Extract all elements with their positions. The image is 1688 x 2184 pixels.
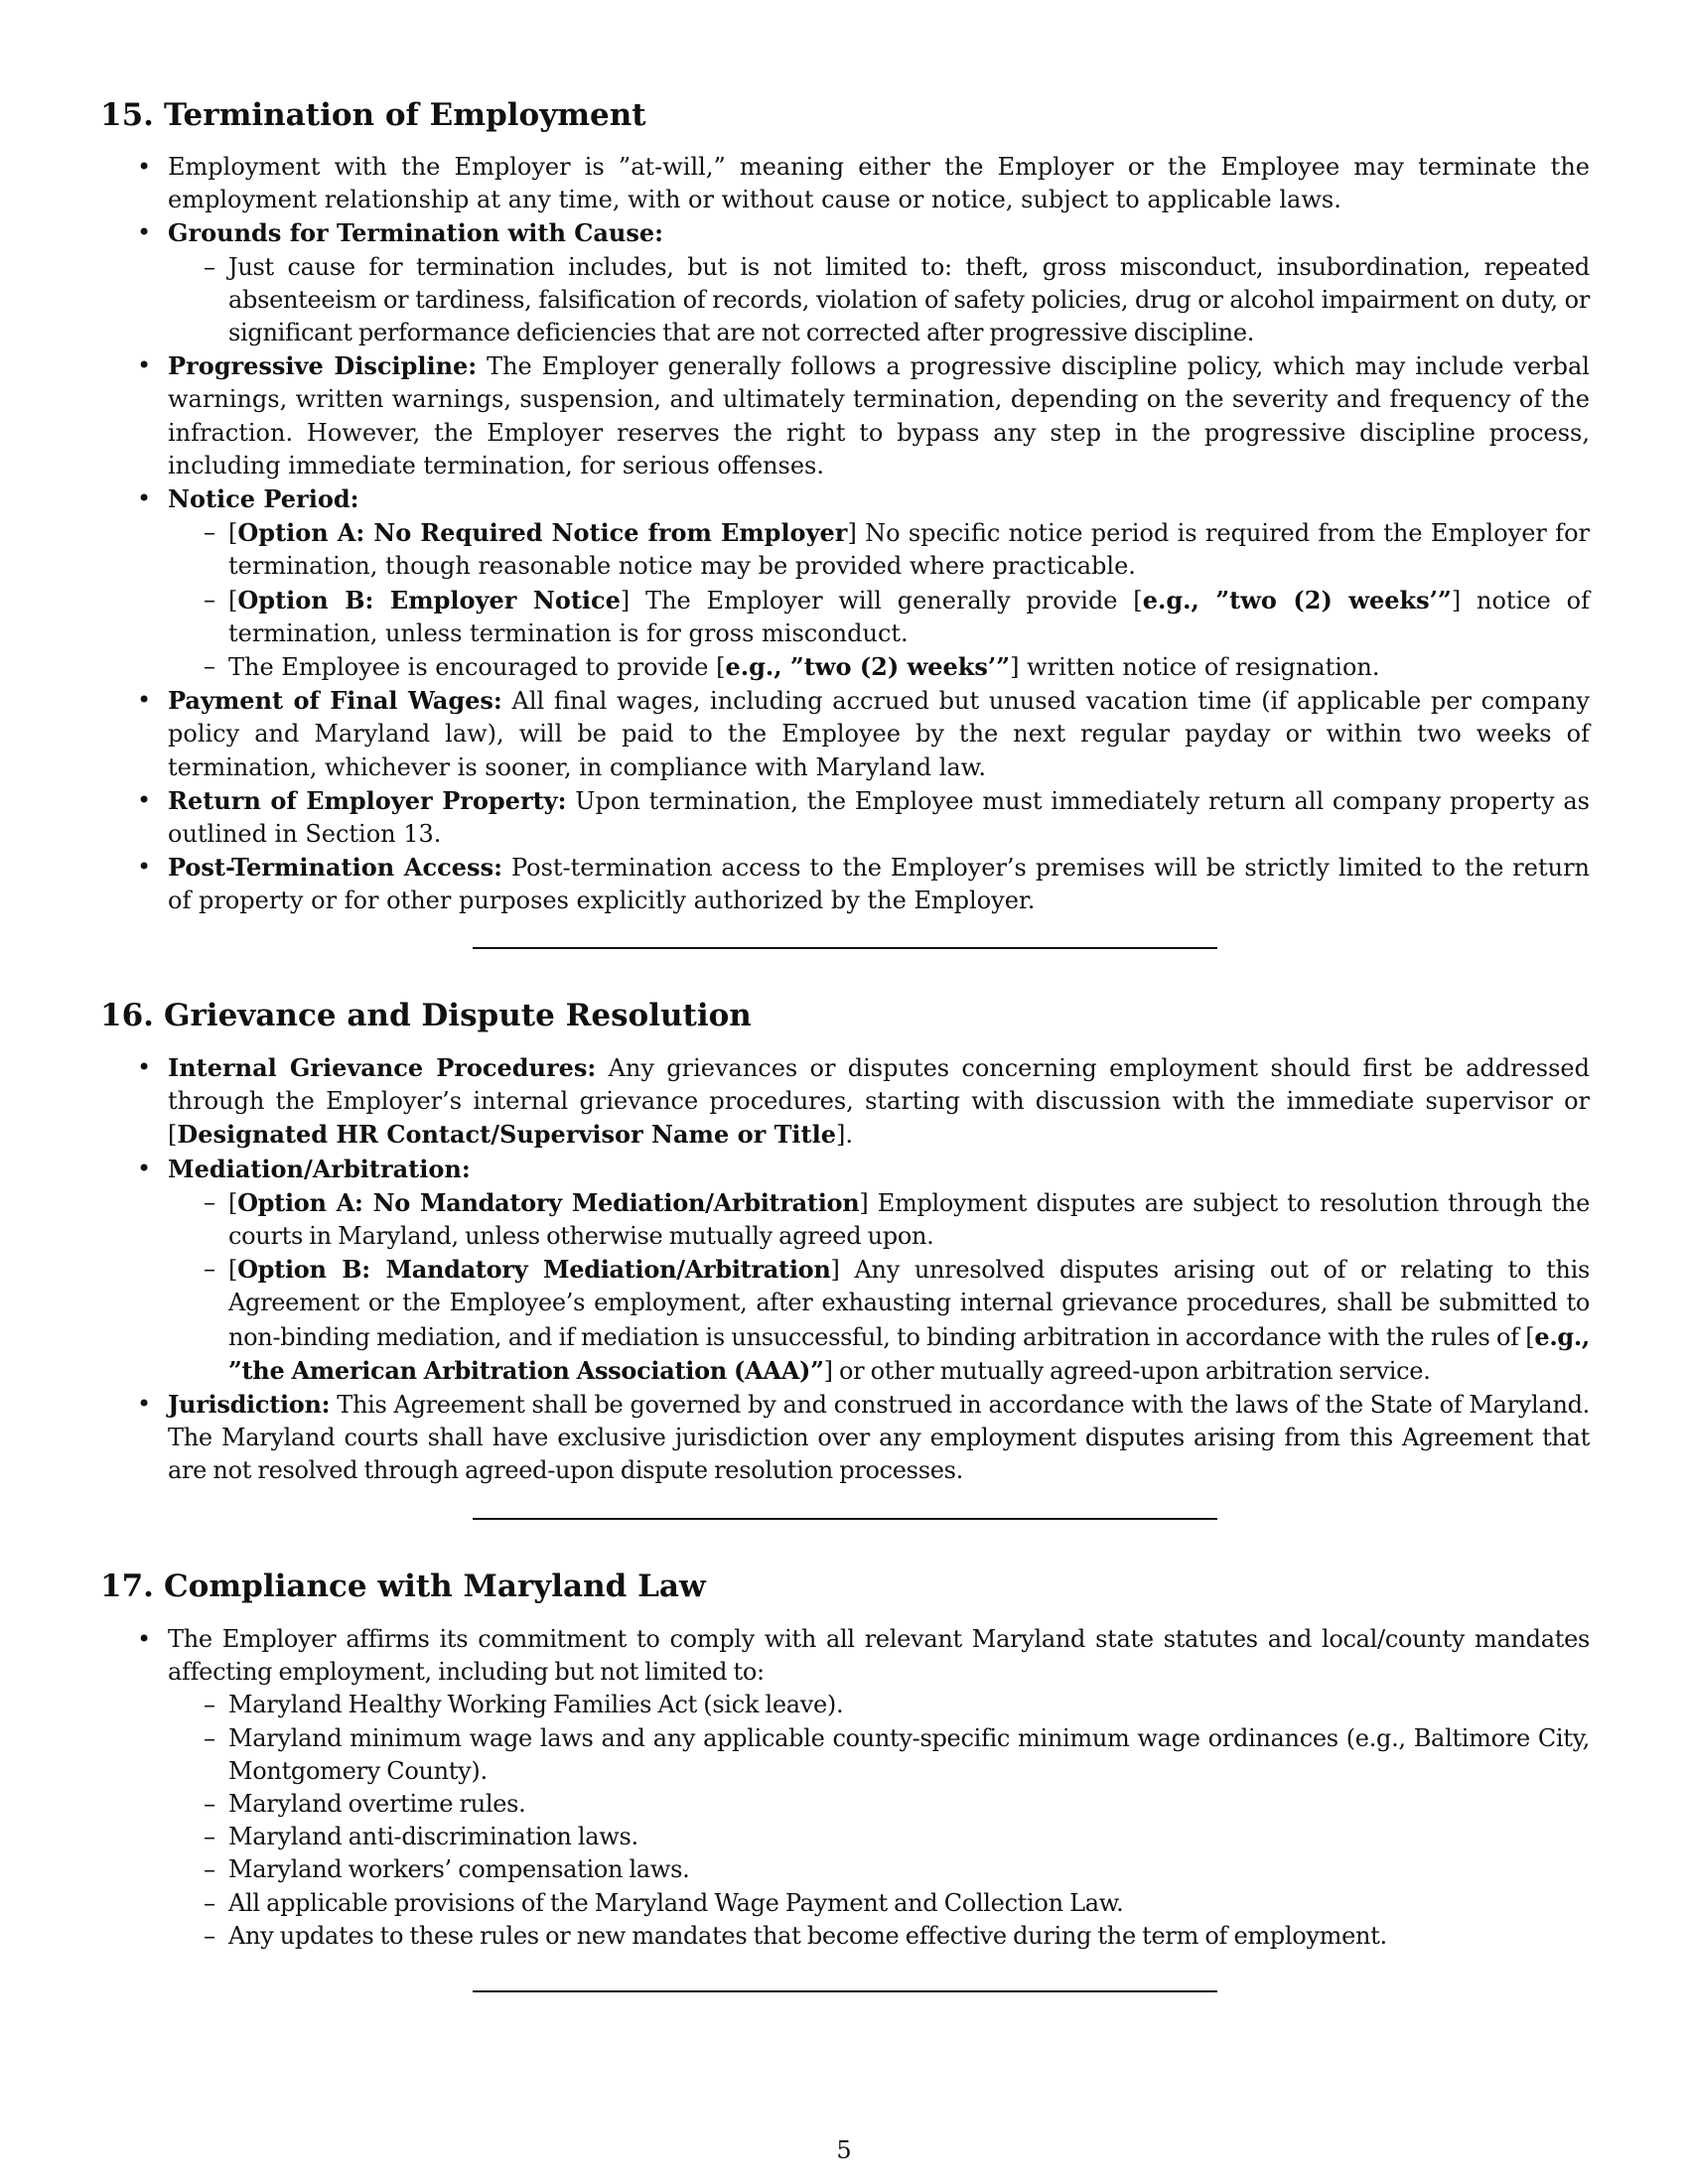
placeholder-text: e.g., ”two (2) weeks’” <box>1142 585 1452 614</box>
section-15-list <box>100 151 1590 918</box>
sub-item <box>168 1788 1590 1821</box>
item-label: Progressive Discipline: <box>168 351 478 381</box>
item-text: written notice of resignation. <box>1027 653 1380 682</box>
sublist <box>168 516 1590 684</box>
sub-item: – [Option A: No Mandatory Mediation/Arbitration] Employment disputes are subject to resolution through the courts in Maryland, unless otherwise mutually agreed upon. <box>168 1186 1590 1253</box>
item-label: Mediation/Arbitration: <box>168 1154 471 1183</box>
section-number: 16. <box>100 998 154 1033</box>
sub-item <box>168 1722 1590 1788</box>
sublist <box>168 251 1590 350</box>
item-text: Employment disputes are subject to resolution through the courts in Maryland, unless otherwise mutually agreed upon. <box>228 1188 1590 1251</box>
option-label: Option A: No Required Notice from Employer <box>237 518 848 548</box>
list-item <box>100 151 1590 216</box>
item-text: Any updates to these rules or new mandates that become effective during the term of employment. <box>228 1921 1387 1950</box>
item-text: Maryland minimum wage laws and any applicable county-specific minimum wage ordinances (e.g., Baltimore City, Montgomery County). <box>228 1723 1590 1785</box>
item-text: notice of termination, unless termination is for gross misconduct. <box>228 586 1591 647</box>
page-number: 5 <box>836 2136 852 2164</box>
section-17-title <box>100 1567 706 1606</box>
item-label: Internal Grievance Procedures: <box>168 1053 597 1082</box>
section-17-list <box>100 1623 1590 1953</box>
sub-item: – [Option B: Employer Notice] The Employer will generally provide [e.g., ”two (2) weeks’”] notice of termination, unless termination is for gross misconduct. <box>168 584 1590 650</box>
list-item <box>100 784 1590 851</box>
placeholder-text: e.g., ”two (2) weeks’” <box>725 652 1011 682</box>
sub-item <box>168 1689 1590 1721</box>
item-text: All applicable provisions of the Maryland Wage Payment and Collection Law. <box>228 1888 1124 1917</box>
section-title-text: Termination of Employment <box>164 97 646 133</box>
list-item <box>100 349 1590 482</box>
sub-item: – [Option A: No Required Notice from Employer] No specific notice period is required from the Employer for termination, though reasonable notice may be provided where practicable. <box>168 516 1590 583</box>
sublist <box>168 1186 1590 1388</box>
list-item <box>100 851 1590 917</box>
item-text: Just cause for termination includes, but is not limited to: theft, gross misconduct, insubordination, repeated absenteeism or tardiness, falsification of records, violation of safety policies, drug or alcohol impairment on duty, or significant performance deficiencies that are not corrected after progressive discipline. <box>228 252 1590 347</box>
list-item <box>100 684 1590 784</box>
sub-item: – The Employee is encouraged to provide [e.g., ”two (2) weeks’”] written notice of resignation. <box>168 650 1590 684</box>
item-label: Return of Employer Property: <box>168 785 567 815</box>
item-text: Any unresolved disputes arising out of or relating to this Agreement or the Employee’s employment, after exhausting internal grievance procedures, shall be submitted to non-binding mediation, and if mediation is unsuccessful, to binding arbitration in accordance with the rules of <box>228 1256 1590 1351</box>
item-text: This Agreement shall be governed by and construed in accordance with the laws of the State of Maryland. The Maryland courts shall have exclusive jurisdiction over any employment disputes arising from this Agreement that are not resolved through agreed-upon dispute resolution processes. <box>168 1391 1590 1485</box>
sub-item <box>168 1821 1590 1853</box>
item-text: The Employer affirms its commitment to comply with all relevant Maryland state statutes and local/county mandates affecting employment, including but not limited to: <box>168 1625 1590 1687</box>
item-text: Maryland overtime rules. <box>228 1790 526 1819</box>
item-text: All final wages, including accrued but unused vacation time (if applicable per company policy and Maryland law), will be paid to the Employee by the next regular payday or within two weeks of termination, whichever is sooner, in compliance with Maryland law. <box>168 687 1590 781</box>
placeholder-text: Designated HR Contact/Supervisor Name or Title <box>177 1120 837 1150</box>
section-number: 15. <box>100 97 154 133</box>
sub-item <box>168 251 1590 350</box>
section-16-list <box>100 1051 1590 1488</box>
item-label: Notice Period: <box>168 484 359 514</box>
section-16-title <box>100 996 752 1035</box>
option-label: Option A: No Mandatory Mediation/Arbitration <box>237 1187 860 1217</box>
item-text: Any grievances or disputes concerning employment should first be addressed through the Employer’s internal grievance procedures, starting with discussion with the immediate supervisor or <box>168 1054 1590 1116</box>
item-text: Maryland anti-discrimination laws. <box>228 1823 638 1851</box>
section-15-title <box>100 95 646 135</box>
item-text: Post-termination access to the Employer’s premises will be strictly limited to the return of property or for other purposes explicitly authorized by the Employer. <box>168 854 1590 915</box>
item-text: Upon termination, the Employee must immediately return all company property as outlined in Section 13. <box>168 786 1590 849</box>
item-label: Jurisdiction: <box>168 1390 331 1420</box>
item-label: Post-Termination Access: <box>168 853 502 883</box>
list-item <box>100 1388 1590 1488</box>
list-item: • Internal Grievance Procedures: Any grievances or disputes concerning employment should first be addressed through the Employer’s internal grievance procedures, starting with discussion with the immediate supervisor or [Designated HR Contact/Supervisor Name or Title]. <box>100 1051 1590 1153</box>
section-divider <box>473 1990 1217 1992</box>
section-divider <box>473 1518 1217 1520</box>
list-item <box>100 1623 1590 1953</box>
item-text: or other mutually agreed-upon arbitration service. <box>838 1356 1431 1385</box>
option-label: Option B: Employer Notice <box>237 585 621 614</box>
item-label: Payment of Final Wages: <box>168 686 502 716</box>
sub-item: – [Option B: Mandatory Mediation/Arbitration] Any unresolved disputes arising out of or relating to this Agreement or the Employee’s employment, after exhausting internal grievance procedures, shall be submitted to non-binding mediation, and if mediation is unsuccessful, to binding arbitration in accordance with the rules of [e.g., ”the American Arbitration Association (AAA)”] or other mutually agreed-upon arbitration service. <box>168 1253 1590 1388</box>
option-label: Option B: Mandatory Mediation/Arbitration <box>237 1255 831 1285</box>
list-item <box>100 482 1590 684</box>
list-item <box>100 1153 1590 1388</box>
item-text: Maryland Healthy Working Families Act (sick leave). <box>228 1691 844 1719</box>
item-text: Maryland workers’ compensation laws. <box>228 1855 690 1884</box>
item-text: No specific notice period is required from the Employer for termination, though reasonable notice may be provided where practicable. <box>228 519 1590 581</box>
sub-item <box>168 1853 1590 1886</box>
item-text: Employment with the Employer is ”at-will,” meaning either the Employer or the Employee may terminate the employment relationship at any time, with or without cause or notice, subject to applicable laws. <box>168 153 1590 214</box>
section-number: 17. <box>100 1569 154 1604</box>
placeholder-text: e.g., ”the American Arbitration Association (AAA)” <box>228 1321 1590 1385</box>
list-item <box>100 216 1590 349</box>
item-text: The Employer generally follows a progressive discipline policy, which may include verbal warnings, written warnings, suspension, and ultimately termination, depending on the severity and frequency of the infraction. However, the Employer reserves the right to bypass any step in the progressive discipline process, including immediate termination, for serious offenses. <box>168 352 1590 479</box>
item-label: Grounds for Termination with Cause: <box>168 218 663 248</box>
sub-item <box>168 1887 1590 1920</box>
item-text: The Employee is encouraged to provide <box>228 653 709 682</box>
section-title-text: Grievance and Dispute Resolution <box>164 998 752 1033</box>
sub-item <box>168 1920 1590 1953</box>
section-divider <box>473 947 1217 949</box>
sublist <box>168 1689 1590 1953</box>
item-text: The Employer will generally provide <box>645 586 1118 614</box>
section-title-text: Compliance with Maryland Law <box>164 1569 706 1604</box>
